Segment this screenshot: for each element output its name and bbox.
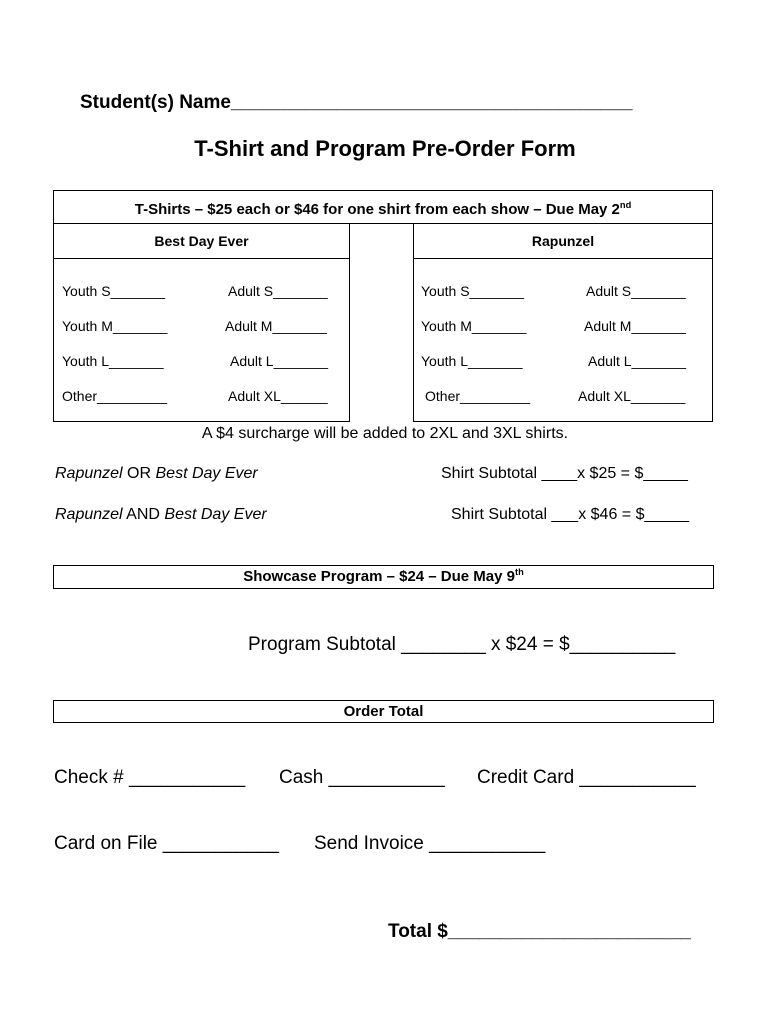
form-title: T-Shirt and Program Pre-Order Form (194, 136, 576, 161)
student-name-label: Student(s) Name (80, 92, 231, 113)
option-show-best-day-ever: Best Day Ever (164, 506, 267, 523)
show-box-best-day-ever (53, 223, 350, 422)
size-field-adult-xl[interactable]: Adult XL_______ (578, 388, 686, 404)
size-field-adult-xl[interactable]: Adult XL______ (228, 388, 328, 404)
grand-total-field[interactable]: Total $_______________________ (388, 921, 691, 942)
option-show-rapunzel: Rapunzel (55, 465, 123, 482)
program-subtotal[interactable]: Program Subtotal ________ x $24 = $__________ (248, 634, 676, 655)
size-field-adult-s[interactable]: Adult S_______ (586, 283, 686, 299)
shirt-subtotal-single[interactable]: Shirt Subtotal ____x $25 = $_____ (441, 465, 688, 482)
card-on-file-field[interactable]: Card on File ___________ (54, 833, 280, 854)
student-name-blank[interactable]: ______________________________________ (230, 92, 633, 113)
program-header-sup: th (515, 567, 524, 577)
option-show-best-day-ever: Best Day Ever (155, 465, 258, 482)
size-field-youth-l[interactable]: Youth L_______ (421, 353, 523, 369)
tshirt-header-sup: nd (619, 200, 632, 210)
tshirt-header-text: T-Shirts – $25 each or $46 for one shirt from each show – Due May 2 (134, 201, 620, 218)
tshirt-section-header (53, 190, 713, 224)
size-field-youth-l[interactable]: Youth L_______ (62, 353, 164, 369)
size-field-other[interactable]: Other_________ (62, 388, 168, 404)
size-field-youth-m[interactable]: Youth M_______ (421, 318, 527, 334)
program-section-header (53, 565, 714, 589)
option-conjunction: OR (122, 465, 156, 482)
size-field-youth-m[interactable]: Youth M_______ (62, 318, 168, 334)
size-field-youth-s[interactable]: Youth S_______ (62, 283, 166, 299)
send-invoice-field[interactable]: Send Invoice ___________ (314, 833, 546, 854)
size-field-adult-s[interactable]: Adult S_______ (228, 283, 328, 299)
program-header-text: Showcase Program – $24 – Due May 9 (243, 568, 515, 585)
order-total-header: Order Total (53, 700, 714, 723)
credit-card-field[interactable]: Credit Card ___________ (477, 767, 696, 788)
size-field-adult-l[interactable]: Adult L_______ (588, 353, 687, 369)
option-show-rapunzel: Rapunzel (55, 506, 123, 523)
check-number-field[interactable]: Check # ___________ (54, 767, 246, 788)
option-and-label (55, 506, 267, 524)
size-field-adult-l[interactable]: Adult L_______ (230, 353, 329, 369)
size-field-youth-s[interactable]: Youth S_______ (421, 283, 525, 299)
size-field-adult-m[interactable]: Adult M_______ (584, 318, 686, 334)
show-title: Best Day Ever (54, 224, 349, 259)
cash-field[interactable]: Cash ___________ (279, 767, 445, 788)
surcharge-note: A $4 surcharge will be added to 2XL and 3XL shirts. (201, 425, 569, 442)
show-title: Rapunzel (414, 224, 712, 259)
student-name-field (80, 92, 633, 114)
option-conjunction: AND (122, 506, 165, 523)
option-or-label (55, 465, 258, 483)
size-field-other[interactable]: Other_________ (425, 388, 531, 404)
shirt-subtotal-both[interactable]: Shirt Subtotal ___x $46 = $_____ (451, 506, 689, 523)
size-field-adult-m[interactable]: Adult M_______ (225, 318, 327, 334)
show-box-rapunzel (413, 223, 713, 422)
